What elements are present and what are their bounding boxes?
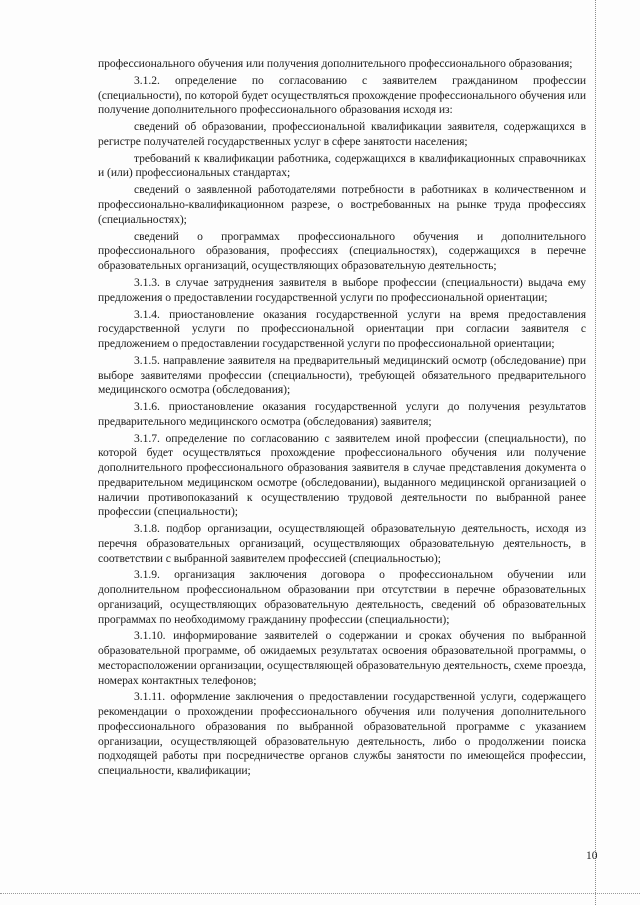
scan-edge-right: [595, 0, 596, 905]
paragraph-3-1-3: 3.1.3. в случае затруднения заявителя в выборе профессии (специальности) выдача ему предложения о предоставлении государственной услуги по профессиональной ориентации;: [98, 275, 586, 304]
paragraph-3-1-4: 3.1.4. приостановление оказания государственной услуги на время предоставления государственной услуги по профессиональной ориентации при согласии заявителя с предложением о предоставлении государственной услуги по профессиональной ориентации;: [98, 307, 586, 350]
paragraph-3-1-5: 3.1.5. направление заявителя на предварительный медицинский осмотр (обследование) при выборе заявителями профессии (специальности), требующей обязательного предварительного медицинского осмотра (обследования);: [98, 353, 586, 397]
paragraph-3-1-7: 3.1.7. определение по согласованию с заявителем иной профессии (специальности), по которой будет осуществляться прохождение профессионального обучения или получение дополнительного профессионального образования заявителя в случае представления документа о предварительном медицинском осмотре (обследовании), выданного медицинской организацией о наличии противопоказаний к осуществлению трудовой деятельности по выбранной ранее профессии (специальности);: [98, 431, 586, 519]
paragraph-3-1-9: 3.1.9. организация заключения договора о профессиональном обучении или дополнительном профессиональном образовании при отсутствии в перечне образовательных организаций, осуществляющих образовательную деятельность, сведений об образовательных программах по необходимому гражданину профессии (специальности);: [98, 568, 586, 626]
paragraph-qualification-requirements: требований к квалификации работника, содержащихся в квалификационных справочниках и (или) профессиональных стандартах;: [98, 151, 586, 180]
paragraph-3-1-2: 3.1.2. определение по согласованию с заявителем гражданином профессии (специальности), по которой будет осуществляться прохождение профессионального обучения или получение дополнительного профессионального образования исходя из:: [98, 73, 586, 117]
paragraph-3-1-11: 3.1.11. оформление заключения о предоставлении государственной услуги, содержащего рекомендации о прохождении профессионального обучения или получения дополнительного профессионального образования по выбранной образовательной программе с указанием организации, осуществляющей образовательную деятельность, либо о продолжении поиска подходящей работы при посредничестве органов службы занятости по имеющейся профессии, специальности, квалификации;: [98, 690, 586, 777]
paragraph-3-1-8: 3.1.8. подбор организации, осуществляющей образовательную деятельность, исходя из перечня образовательных организаций, осуществляющих образовательную деятельность, в соответствии с выбранной заявителем профессией (специальностью);: [98, 522, 586, 565]
paragraph-3-1-6: 3.1.6. приостановление оказания государственной услуги до получения результатов предварительного медицинского осмотра (обследования) заявителя;: [98, 400, 586, 428]
paragraph-continuation: профессионального обучения или получения дополнительного профессионального образования;: [98, 57, 573, 70]
page-number: 10: [586, 850, 598, 862]
scan-edge-bottom: [0, 893, 640, 894]
paragraph-employer-demand: сведений о заявленной работодателями потребности в работниках в количественном и профессионально-квалификационном разрезе, о востребованных на рынке труда профессиях (специальностях);: [98, 183, 586, 226]
paragraph-3-1-10: 3.1.10. информирование заявителей о содержании и сроках обучения по выбранной образовательной программе, об ожидаемых результатах освоения образовательной программы, о месторасположении организации, осуществляющей образовательную деятельность, схеме проезда, номерах контактных телефонов;: [98, 629, 586, 687]
paragraph-training-programs: сведений о программах профессионального обучения и дополнительного профессионального образования, профессиях (специальностях), содержащихся в перечне образовательных организаций, осуществляющих образовательную деятельность;: [98, 229, 586, 273]
paragraph-education-info: сведений об образовании, профессиональной квалификации заявителя, содержащихся в регистре получателей государственных услуг в сфере занятости населения;: [98, 120, 586, 148]
document-body: [98, 57, 586, 781]
